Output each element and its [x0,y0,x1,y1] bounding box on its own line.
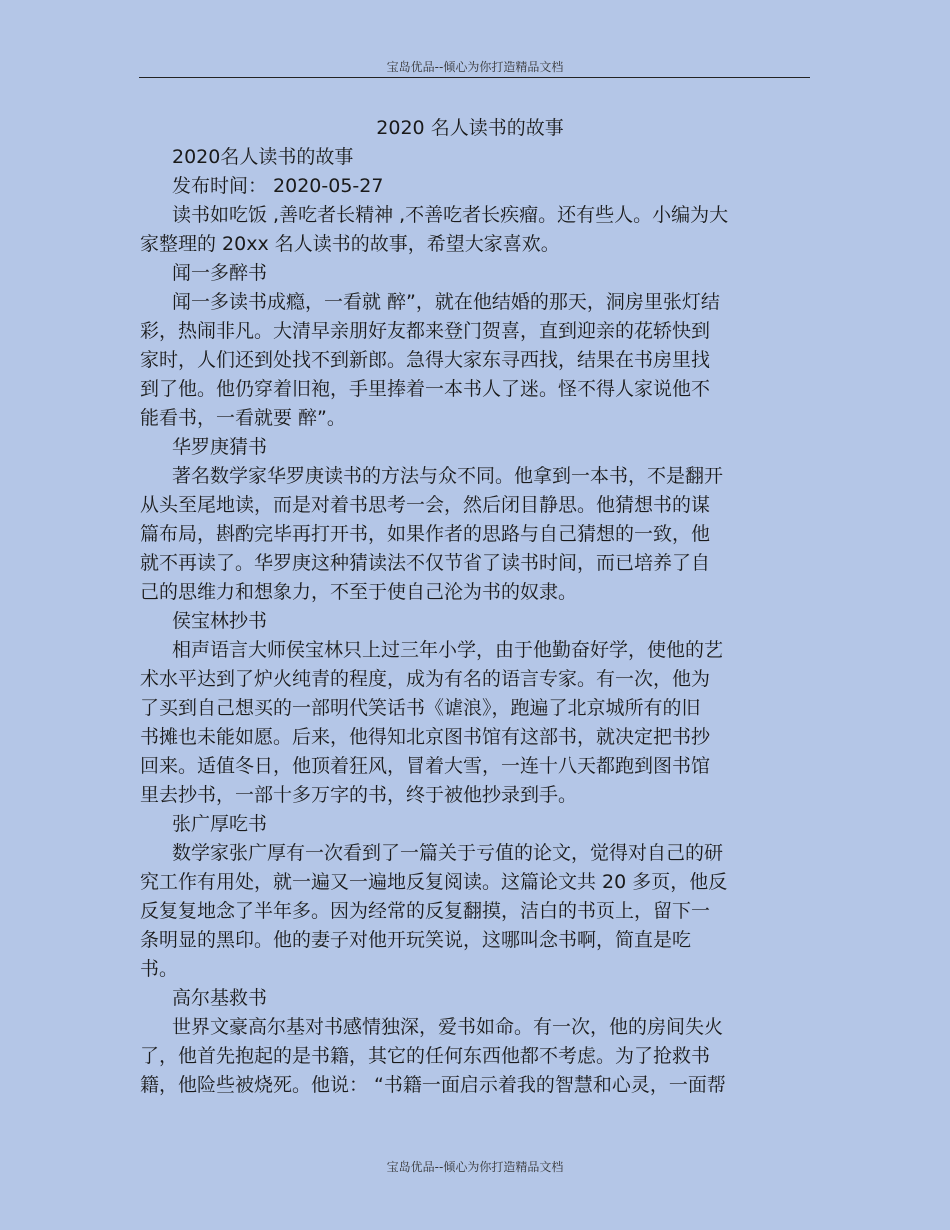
text-line: 发布时间： 2020-05-27 [172,175,384,197]
text-line: 相声语言大师侯宝林只上过三年小学，由于他勤奋好学，使他的艺 [172,639,724,661]
text-line: 家整理的 20xx 名人读书的故事，希望大家喜欢。 [140,233,560,255]
text-line: 条明显的黑印。他的妻子对他开玩笑说，这哪叫念书啊，简直是吃 [140,929,692,951]
text-line: 书。 [140,958,179,980]
text-line: 高尔基救书 [172,987,268,1009]
document-body [140,114,800,1100]
text-line: 篇布局，斟酌完毕再打开书，如果作者的思路与自己猜想的一致，他 [140,523,711,545]
document-text [140,143,800,1100]
text-line: 到了他。他仍穿着旧袍，手里捧着一本书人了迷。怪不得人家说他不 [140,378,711,400]
text-line: 究工作有用处，就一遍又一遍地反复阅读。这篇论文共 20 多页，他反 [140,871,728,893]
text-line: 侯宝林抄书 [172,610,268,632]
text-line: 了，他首先抱起的是书籍，其它的任何东西他都不考虑。为了抢救书 [140,1045,711,1067]
text-line: 读书如吃饭 ,善吃者长精神 ,不善吃者长疾瘤。还有些人。小编为大 [172,204,729,226]
text-line: 了买到自己想买的一部明代笑话书《谑浪》，跑遍了北京城所有的旧 [140,697,701,719]
text-line: 彩，热闹非凡。大清早亲朋好友都来登门贺喜，直到迎亲的花轿快到 [140,320,711,342]
text-line: 反复复地念了半年多。因为经常的反复翻摸，洁白的书页上，留下一 [140,900,711,922]
text-line: 世界文豪高尔基对书感情独深，爱书如命。有一次，他的房间失火 [172,1016,724,1038]
page-header: 宝岛优品--倾心为你打造精品文档 [386,60,564,74]
text-line: 数学家张广厚有一次看到了一篇关于亏值的论文，觉得对自己的研 [172,842,724,864]
text-line: 籍，他险些被烧死。他说： “书籍一面启示着我的智慧和心灵，一面帮 [140,1074,726,1096]
document-title: 2020 名人读书的故事 [376,117,564,139]
text-line: 闻一多醉书 [172,262,268,284]
text-line: 张广厚吃书 [172,813,268,835]
text-line: 书摊也未能如愿。后来，他得知北京图书馆有这部书，就决定把书抄 [140,726,711,748]
page-footer: 宝岛优品--倾心为你打造精品文档 [386,1160,564,1174]
text-line: 术水平达到了炉火纯青的程度，成为有名的语言专家。有一次，他为 [140,668,711,690]
text-line: 华罗庚猜书 [172,436,268,458]
text-line: 能看书，一看就要 醉”。 [140,407,346,429]
text-line: 著名数学家华罗庚读书的方法与众不同。他拿到一本书，不是翻开 [172,465,724,487]
text-line: 闻一多读书成瘾，一看就 醉”，就在他结婚的那天，洞房里张灯结 [172,291,720,313]
text-line: 里去抄书，一部十多万字的书，终于被他抄录到手。 [140,784,578,806]
text-line: 从头至尾地读，而是对着书思考一会，然后闭目静思。他猜想书的谋 [140,494,711,516]
text-line: 回来。适值冬日，他顶着狂风，冒着大雪，一连十八天都跑到图书馆 [140,755,711,777]
header-divider [139,77,810,78]
text-line: 2020名人读书的故事 [172,146,354,168]
text-line: 己的思维力和想象力，不至于使自己沦为书的奴隶。 [140,581,578,603]
text-line: 家时，人们还到处找不到新郎。急得大家东寻西找，结果在书房里找 [140,349,711,371]
text-line: 就不再读了。华罗庚这种猜读法不仅节省了读书时间，而已培养了自 [140,552,711,574]
